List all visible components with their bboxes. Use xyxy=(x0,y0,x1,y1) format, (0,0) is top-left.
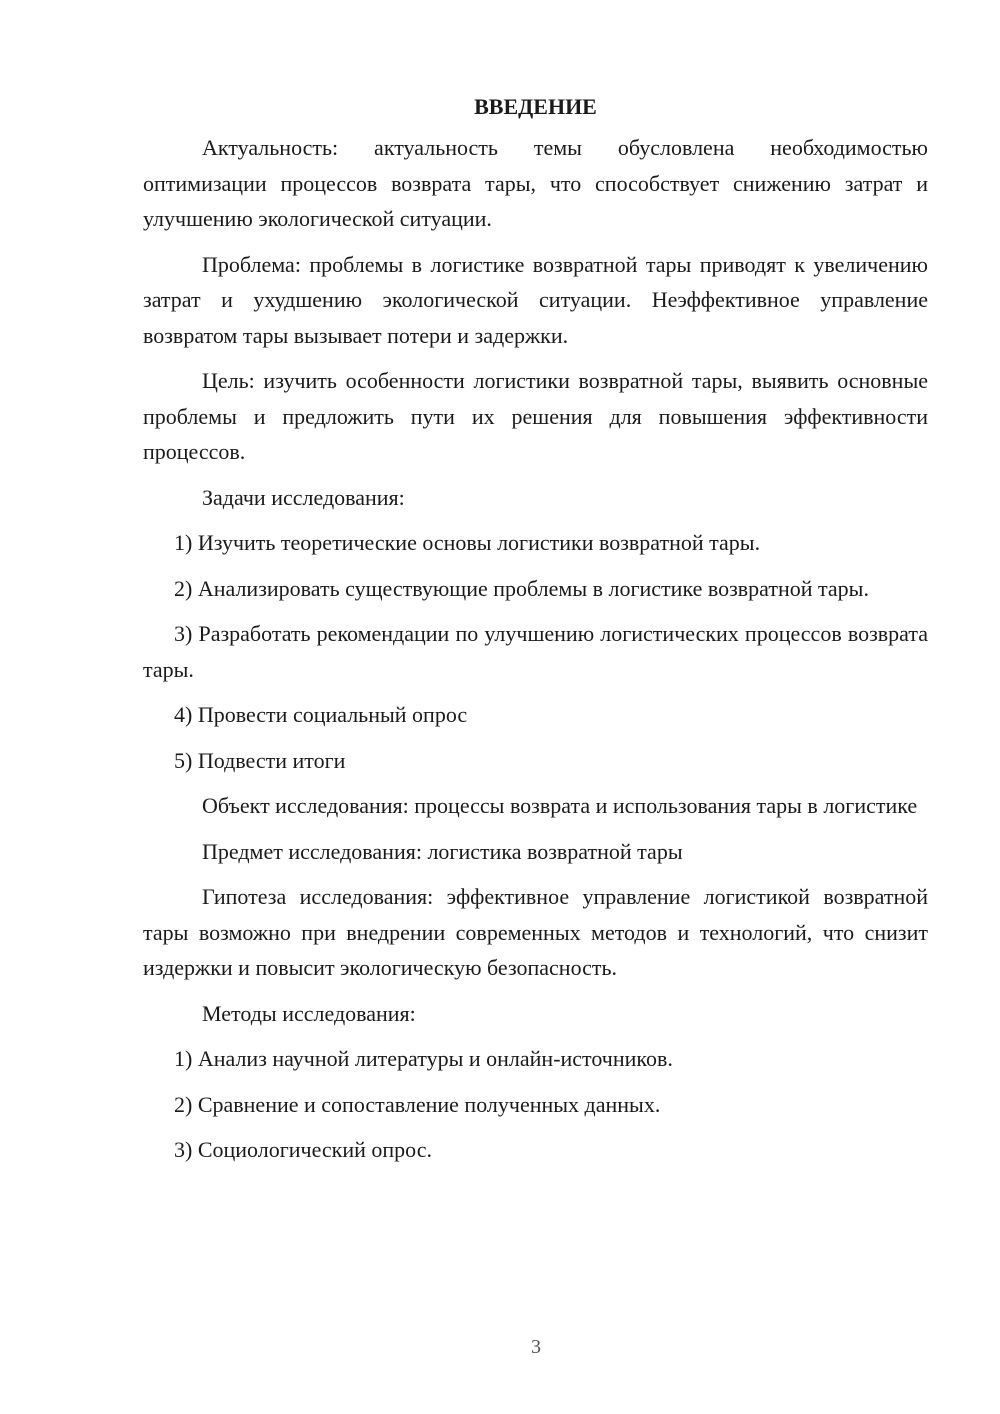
paragraph-methods-heading: Методы исследования: xyxy=(202,1000,416,1026)
method-item-3: 3) Социологический опрос. xyxy=(174,1137,432,1162)
task-item-2: 2) Анализировать существующие проблемы в логистике возвратной тары. xyxy=(174,575,869,601)
paragraph-subject: Предмет исследования: логистика возвратной тары xyxy=(202,838,683,864)
task-item-1: 1) Изучить теоретические основы логистики возвратной тары. xyxy=(174,530,761,555)
paragraph-hypothesis: Гипотеза исследования: эффективное управление логистикой возвратной тары возможно при внедрении современных методов и технологий, что снизит издержки и повысит экологическую безопасность. xyxy=(143,884,928,980)
paragraph-goal: Цель: изучить особенности логистики возвратной тары, выявить основные проблемы и предложить пути их решения для повышения эффективности процессов. xyxy=(143,368,928,464)
method-item-1: 1) Анализ научной литературы и онлайн-источников. xyxy=(174,1046,673,1071)
paragraph-tasks-heading: Задачи исследования: xyxy=(202,484,405,510)
task-item-3: 3) Разработать рекомендации по улучшению логистических процессов возврата тары. xyxy=(143,621,928,682)
paragraph-object: Объект исследования: процессы возврата и использования тары в логистике xyxy=(202,793,918,818)
task-item-5: 5) Подвести итоги xyxy=(174,747,346,773)
document-page xyxy=(143,90,928,1178)
section-title: ВВЕДЕНИЕ xyxy=(474,94,597,119)
paragraph-relevance: Актуальность: актуальность темы обусловлена необходимостью оптимизации процессов возврата тары, что способствует снижению затрат и улучшению экологической ситуации. xyxy=(143,135,928,231)
method-item-2: 2) Сравнение и сопоставление полученных данных. xyxy=(174,1091,661,1117)
page-number: 3 xyxy=(531,1336,541,1358)
paragraph-problem: Проблема: проблемы в логистике возвратной тары приводят к увеличению затрат и ухудшению экологической ситуации. Неэффективное управление возвратом тары вызывает потери и задержки. xyxy=(143,251,928,348)
task-item-4: 4) Провести социальный опрос xyxy=(174,702,468,727)
